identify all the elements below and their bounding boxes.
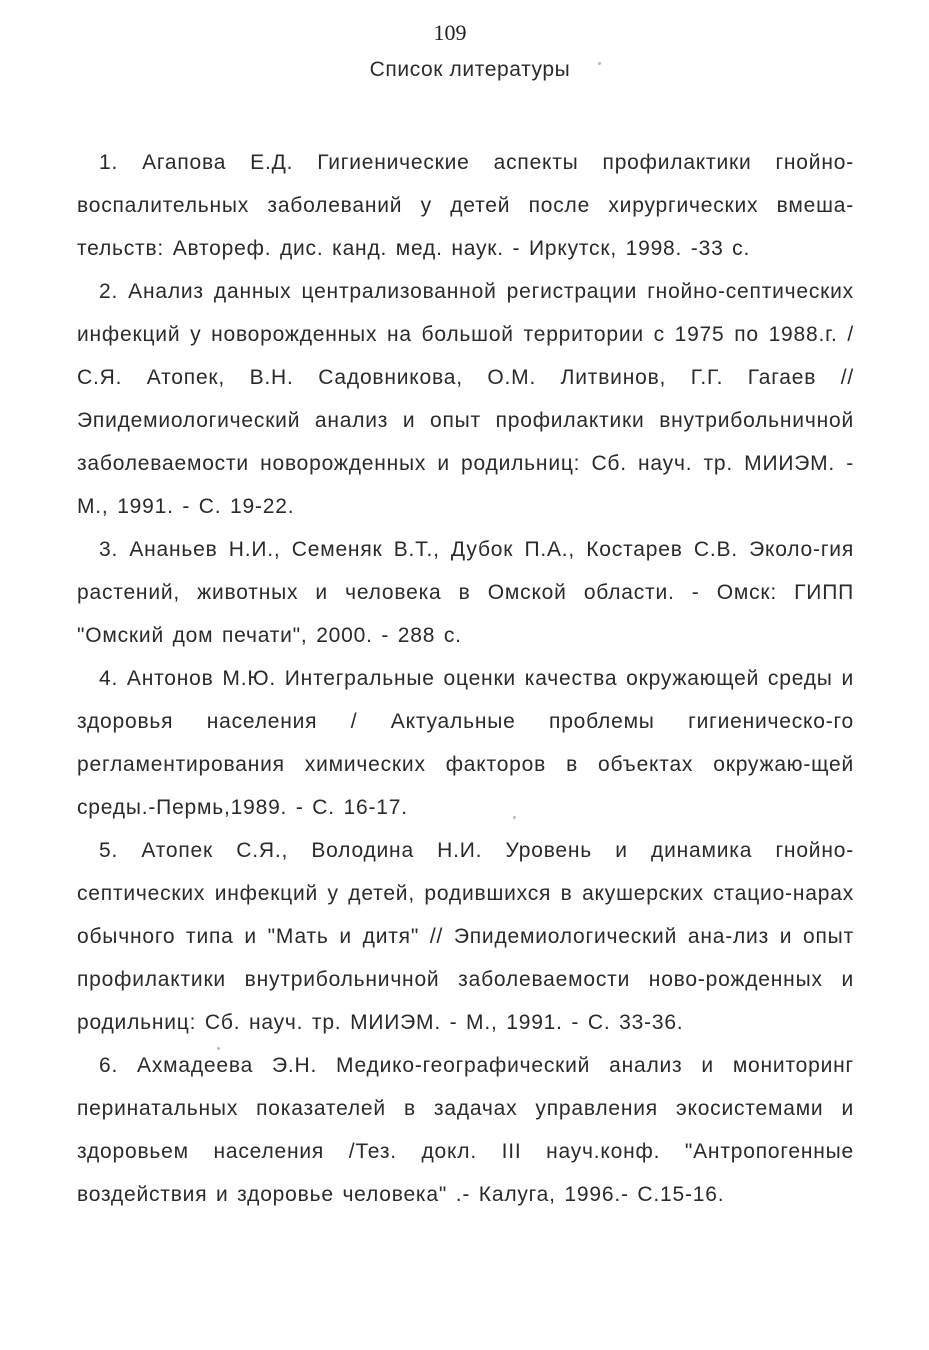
reference-item: 6. Ахмадеева Э.Н. Медико-географический анализ и мониторинг перинатальных показателей в задачах управления экосистемами и здоровьем населения /Тез. докл. III науч.конф. "Антропогенные воздействия и здоровье человека" .- Калуга, 1996.- С.15-16. bbox=[77, 1054, 854, 1206]
reference-item: 1. Агапова Е.Д. Гигиенические аспекты профилактики гнойно-воспалительных заболеваний у детей после хирургических вмеша-тельств: Автореф. дис. канд. мед. наук. - Иркутск, 1998. -33 с. bbox=[77, 151, 854, 260]
scan-speck bbox=[598, 62, 601, 65]
scan-speck bbox=[217, 1047, 220, 1050]
reference-list bbox=[77, 141, 854, 1216]
reference-item: 5. Атопек С.Я., Володина Н.И. Уровень и динамика гнойно-септических инфекций у детей, родившихся в акушерских стацио-нарах обычного типа и "Мать и дитя" // Эпидемиологический ана-лиз и опыт профилактики внутрибольничной заболеваемости ново-рожденных и родильниц: Сб. науч. тр. МИИЭМ. - М., 1991. - С. 33-36. bbox=[77, 839, 854, 1034]
scan-speck bbox=[513, 816, 516, 819]
page-title: Список литературы bbox=[369, 58, 571, 81]
reference-item: 3. Ананьев Н.И., Семеняк В.Т., Дубок П.А., Костарев С.В. Эколо-гия растений, животных и человека в Омской области. - Омск: ГИПП "Омский дом печати", 2000. - 288 с. bbox=[77, 538, 854, 647]
reference-item: 2. Анализ данных централизованной регистрации гнойно-септических инфекций у новорожденных на большой территории с 1975 по 1988.г. / С.Я. Атопек, В.Н. Садовникова, О.М. Литвинов, Г.Г. Гагаев // Эпидемиологический анализ и опыт профилактики внутрибольничной заболеваемости новорожденных и родильниц: Сб. науч. тр. МИИЭМ. - М., 1991. - С. 19-22. bbox=[77, 280, 854, 518]
reference-item: 4. Антонов М.Ю. Интегральные оценки качества окружающей среды и здоровья населения / Актуальные проблемы гигиеническо-го регламентирования химических факторов в объектах окружаю-щей среды.-Пермь,1989. - С. 16-17. bbox=[77, 667, 854, 819]
page-number: 109 bbox=[433, 20, 467, 45]
